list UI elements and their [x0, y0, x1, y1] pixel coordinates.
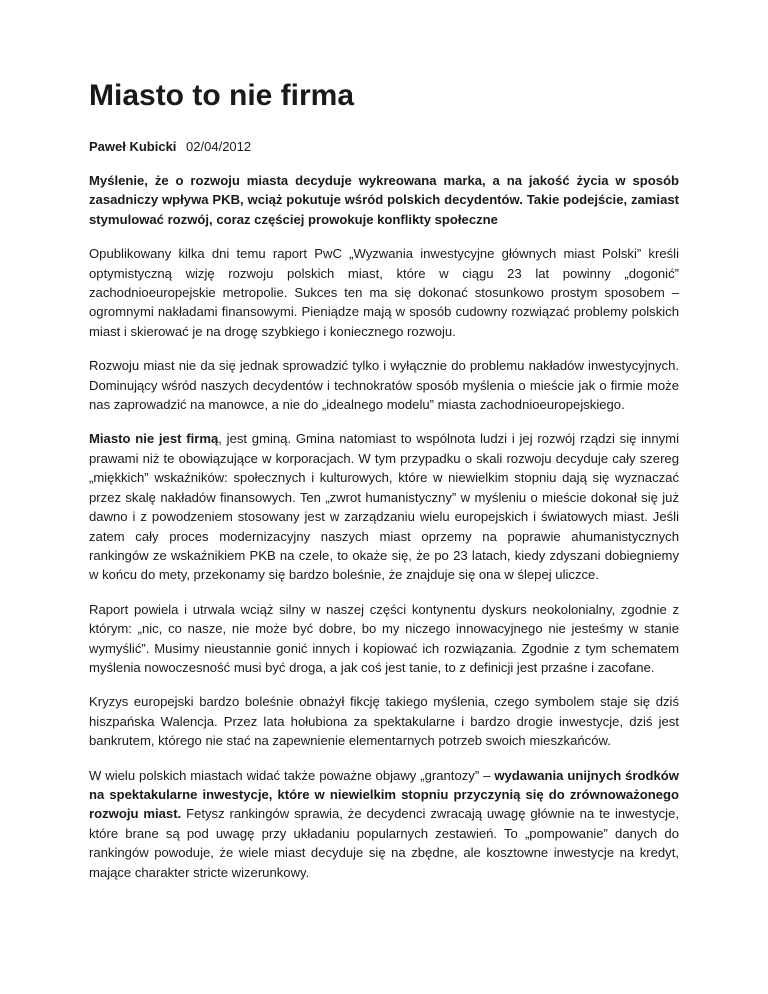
publication-date: 02/04/2012: [186, 139, 252, 154]
paragraph-3-text: , jest gminą. Gmina natomiast to wspólnota ludzi i jej rozwój rządzi się innymi prawami niż te obowiązujące w korporacjach. W tym przypadku o skali rozwoju decyduje cały szereg „miękkich” wskaźników: społecznych i kulturowych, które w niewielkim stopniu dają się wyznaczać przez skalę nakładów finansowych. Ten „zwrot humanistyczny” w myśleniu o mieście dokonał się już dawno i z powodzeniem stosowany jest w zarządzaniu wielu europejskich i światowych miast. Jeśli zatem cały proces modernizacyjny naszych miast oprzemy na poprawie ahumanistycznych rankingów ze wskaźnikiem PKB na czele, to okaże się, że po 23 latach, kiedy zdyszani dobiegniemy w końcu do mety, przekonamy się bardzo boleśnie, że znajduje się ona w ślepej uliczce.: [89, 431, 679, 583]
paragraph-5: Kryzys europejski bardzo boleśnie obnażył fikcję takiego myślenia, czego symbolem staje się dziś hiszpańska Walencja. Przez lata hołubiona za spektakularne i bardzo drogie inwestycje, dziś jest bankrutem, którego nie stać na zapewnienie elementarnych potrzeb swoich mieszkańców.: [89, 694, 679, 749]
paragraph-6: [89, 766, 679, 882]
paragraph-6-text: Fetysz rankingów sprawia, że decydenci zwracają uwagę głównie na te inwestycje, które brane są pod uwagę przy układaniu popularnych zestawień. To „pompowanie” danych do rankingów powoduje, że wiele miast decyduje się na zbędne, ale kosztowne inwestycje na kredyt, mające charakter stricte wizerunkowy.: [89, 806, 679, 880]
article-title: Miasto to nie firma: [89, 79, 355, 112]
article-meta: [89, 138, 679, 156]
paragraph-6-bold-phrase: wydawania unijnych środków na spektakularne inwestycje, które w niewielkim stopniu przyczynią się do zrównoważonego rozwoju miast.: [89, 767, 679, 822]
author-name: Paweł Kubicki: [89, 139, 177, 154]
paragraph-6-intro: W wielu polskich miastach widać także poważne objawy „grantozy” –: [89, 767, 495, 783]
paragraph-3: [89, 429, 679, 584]
paragraph-4: Raport powiela i utrwala wciąż silny w naszej części kontynentu dyskurs neokolonialny, zgodnie z którym: „nic, co nasze, nie może być dobre, bo my niczego innowacyjnego nie jesteśmy w stanie wymyślić”. Musimy nieustannie gonić innych i kopiować ich rozwiązania. Zgodnie z tym schematem myślenia nowoczesność musi być droga, a jak coś jest tanie, to z definicji jest przaśne i zacofane.: [89, 601, 679, 675]
paragraph-2: Rozwoju miast nie da się jednak sprowadzić tylko i wyłącznie do problemu nakładów inwestycyjnych. Dominujący wśród naszych decydentów i technokratów sposób myślenia o mieście jak o firmie może nas zaprowadzić na manowce, a nie do „idealnego modelu” miasta zachodnioeuropejskiego.: [89, 358, 679, 413]
lead-paragraph: Myślenie, że o rozwoju miasta decyduje wykreowana marka, a na jakość życia w sposób zasadniczy wpływa PKB, wciąż pokutuje wśród polskich decydentów. Takie podejście, zamiast stymulować rozwój, coraz częściej prowokuje konflikty społeczne: [89, 173, 679, 227]
paragraph-3-bold-phrase: Miasto nie jest firmą: [89, 431, 219, 447]
paragraph-1: Opublikowany kilka dni temu raport PwC „Wyzwania inwestycyjne głównych miast Polski” kreśli optymistyczną wizję rozwoju polskich miast, które w ciągu 23 lat powinny „dogonić” zachodnioeuropejskie metropolie. Sukces ten ma się dokonać stosunkowo prostym sposobem – ogromnymi nakładami finansowymi. Pieniądze mają w sposób cudowny rozwiązać problemy polskich miast i skierować je na drogę szybkiego i koniecznego rozwoju.: [89, 246, 679, 339]
